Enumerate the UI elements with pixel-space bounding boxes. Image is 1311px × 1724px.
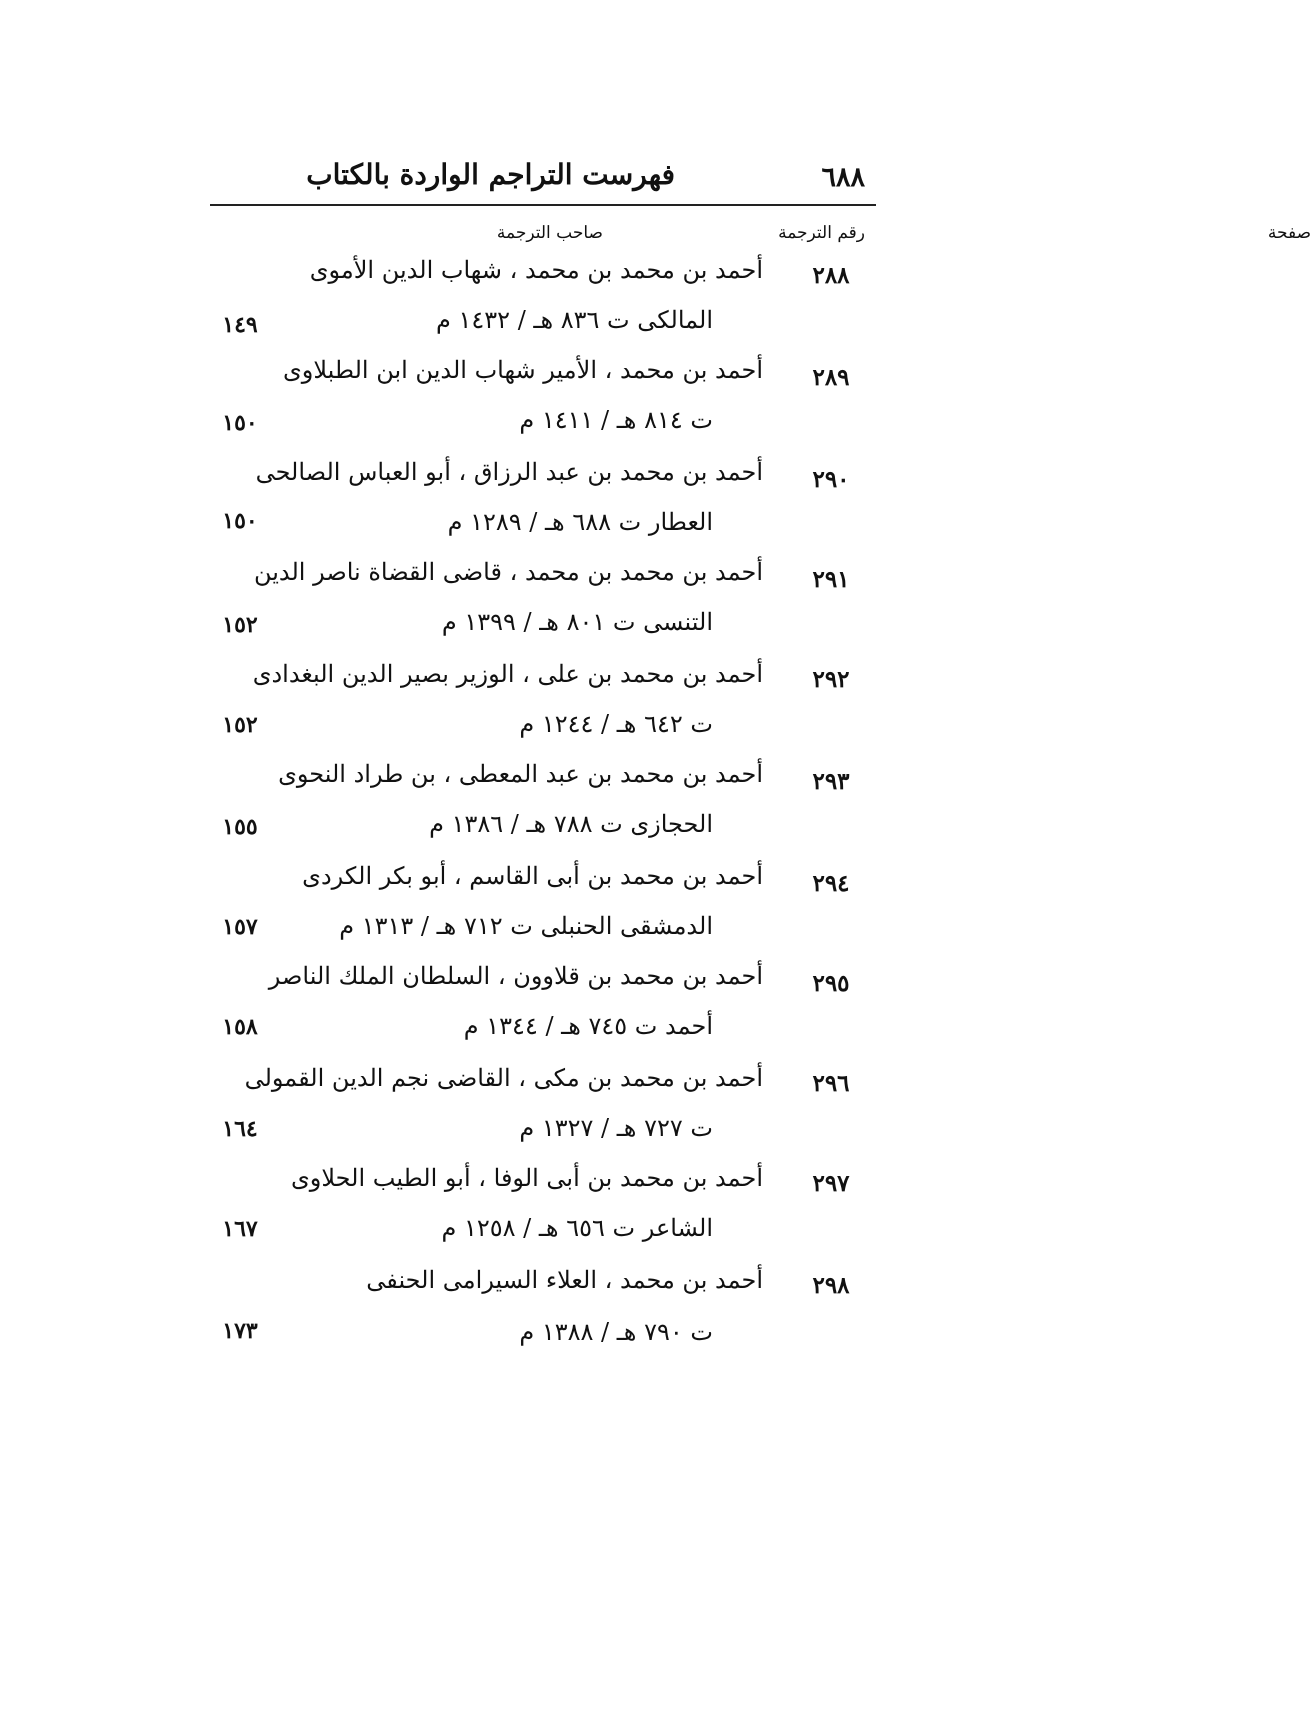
entry-name-line1: أحمد بن محمد بن على ، الوزير بصير الدين البغدادى bbox=[252, 660, 763, 688]
entry-number: ٢٩٥ bbox=[812, 970, 850, 997]
entry-page-ref: ١٥٧ bbox=[222, 914, 258, 940]
entry-page-ref: ١٥٢ bbox=[222, 612, 258, 638]
entry-number: ٢٩٢ bbox=[812, 666, 850, 693]
entry-name-line1: أحمد بن محمد ، العلاء السيرامى الحنفى bbox=[366, 1266, 763, 1294]
entry-page-ref: ١٥٥ bbox=[222, 814, 258, 840]
entry-page-ref: ١٥٨ bbox=[222, 1014, 258, 1040]
entry-name-line1: أحمد بن محمد بن عبد الرزاق ، أبو العباس الصالحى bbox=[255, 458, 763, 486]
entry-page-ref: ١٥٢ bbox=[222, 712, 258, 738]
entry-name-line2: الدمشقى الحنبلى ت ٧١٢ هـ / ١٣١٣ م bbox=[339, 912, 713, 940]
entry-page-ref: ١٥٠ bbox=[222, 508, 258, 534]
entry-number: ٢٩٧ bbox=[812, 1170, 850, 1197]
entry-name-line1: أحمد بن محمد بن مكى ، القاضى نجم الدين القمولى bbox=[244, 1064, 763, 1092]
entry-number: ٢٩١ bbox=[812, 566, 850, 593]
entry-name-line1: أحمد بن محمد بن قلاوون ، السلطان الملك الناصر bbox=[268, 962, 763, 990]
entry-page-ref: ١٦٧ bbox=[222, 1216, 258, 1242]
entry-page-ref: ١٤٩ bbox=[222, 312, 258, 338]
column-header-name: صاحب الترجمة bbox=[496, 223, 603, 243]
entry-number: ٢٩٣ bbox=[812, 768, 850, 795]
entry-number: ٢٩٦ bbox=[812, 1070, 850, 1097]
entry-name-line2: التنسى ت ٨٠١ هـ / ١٣٩٩ م bbox=[441, 608, 713, 636]
entry-number: ٢٨٩ bbox=[812, 364, 850, 391]
column-header-number: رقم الترجمة bbox=[778, 223, 865, 243]
entry-name-line1: أحمد بن محمد ، الأمير شهاب الدين ابن الطبلاوى bbox=[282, 356, 763, 384]
entry-name-line1: أحمد بن محمد بن أبى الوفا ، أبو الطيب الحلاوى bbox=[290, 1164, 763, 1192]
entry-number: ٢٨٨ bbox=[812, 262, 850, 289]
entry-name-line2: ت ٨١٤ هـ / ١٤١١ م bbox=[519, 406, 713, 434]
header-divider bbox=[210, 204, 876, 206]
column-header-page: صفحة bbox=[1267, 223, 1311, 243]
entry-name-line2: ت ٧٢٧ هـ / ١٣٢٧ م bbox=[519, 1114, 713, 1142]
entry-name-line2: ت ٦٤٢ هـ / ١٢٤٤ م bbox=[519, 710, 713, 738]
entry-name-line2: العطار ت ٦٨٨ هـ / ١٢٨٩ م bbox=[447, 508, 713, 536]
entry-page-ref: ١٧٣ bbox=[222, 1318, 258, 1344]
entry-name-line1: أحمد بن محمد بن محمد ، قاضى القضاة ناصر الدين bbox=[253, 558, 763, 586]
entry-name-line2: الشاعر ت ٦٥٦ هـ / ١٢٥٨ م bbox=[441, 1214, 713, 1242]
page-number: ٦٨٨ bbox=[821, 162, 865, 193]
entry-number: ٢٩٨ bbox=[812, 1272, 850, 1299]
page-title: فهرست التراجم الواردة بالكتاب bbox=[306, 158, 675, 191]
entry-name-line2: المالكى ت ٨٣٦ هـ / ١٤٣٢ م bbox=[436, 306, 713, 334]
entry-name-line1: أحمد بن محمد بن محمد ، شهاب الدين الأموى bbox=[309, 256, 763, 284]
entry-name-line2: أحمد ت ٧٤٥ هـ / ١٣٤٤ م bbox=[463, 1012, 713, 1040]
entry-page-ref: ١٥٠ bbox=[222, 410, 258, 436]
entry-page-ref: ١٦٤ bbox=[222, 1116, 258, 1142]
entry-number: ٢٩٠ bbox=[812, 466, 850, 493]
entry-name-line1: أحمد بن محمد بن عبد المعطى ، بن طراد النحوى bbox=[278, 760, 763, 788]
entry-name-line2: ت ٧٩٠ هـ / ١٣٨٨ م bbox=[519, 1318, 713, 1346]
entry-number: ٢٩٤ bbox=[812, 870, 850, 897]
entry-name-line1: أحمد بن محمد بن أبى القاسم ، أبو بكر الكردى bbox=[302, 862, 763, 890]
entry-name-line2: الحجازى ت ٧٨٨ هـ / ١٣٨٦ م bbox=[429, 810, 713, 838]
page-header bbox=[210, 158, 875, 202]
